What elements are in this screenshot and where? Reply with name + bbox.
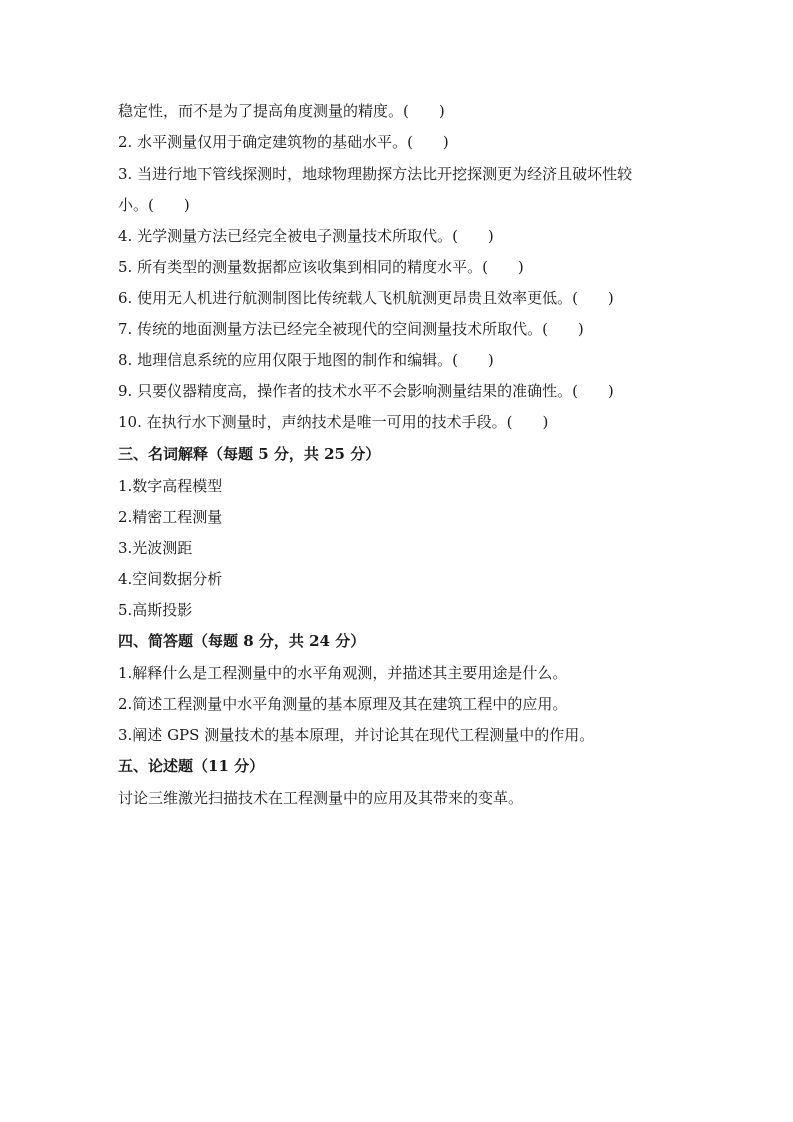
true-false-item: 2. 水平测量仅用于确定建筑物的基础水平。( )	[118, 133, 449, 151]
term-item: 5.高斯投影	[118, 601, 193, 619]
section-3-heading: 三、名词解释（每题 5 分，共 25 分）	[118, 445, 381, 463]
true-false-item: 4. 光学测量方法已经完全被电子测量技术所取代。( )	[118, 227, 494, 245]
true-false-item: 5. 所有类型的测量数据都应该收集到相同的精度水平。( )	[118, 258, 524, 276]
question-1-continuation: 稳定性，而不是为了提高角度测量的精度。( )	[118, 102, 445, 120]
true-false-item: 8. 地理信息系统的应用仅限于地图的制作和编辑。( )	[118, 351, 494, 369]
true-false-item: 3. 当进行地下管线探测时，地球物理勘探方法比开挖探测更为经济且破坏性较	[118, 165, 633, 183]
short-answer-item: 3.阐述 GPS 测量技术的基本原理，并讨论其在现代工程测量中的作用。	[118, 726, 595, 744]
section-4-heading: 四、简答题（每题 8 分，共 24 分）	[118, 632, 366, 650]
true-false-item: 6. 使用无人机进行航测制图比传统载人飞机航测更昂贵且效率更低。( )	[118, 289, 614, 307]
true-false-item-wrap: 小。( )	[118, 196, 190, 214]
section-5-heading: 五、论述题（11 分）	[118, 757, 265, 775]
term-item: 3.光波测距	[118, 539, 193, 557]
true-false-item: 10. 在执行水下测量时，声纳技术是唯一可用的技术手段。( )	[118, 413, 549, 431]
term-item: 2.精密工程测量	[118, 508, 223, 526]
term-item: 4.空间数据分析	[118, 570, 223, 588]
short-answer-item: 1.解释什么是工程测量中的水平角观测，并描述其主要用途是什么。	[118, 664, 568, 682]
essay-item: 讨论三维激光扫描技术在工程测量中的应用及其带来的变革。	[118, 789, 524, 807]
true-false-item: 9. 只要仪器精度高，操作者的技术水平不会影响测量结果的准确性。( )	[118, 382, 614, 400]
short-answer-item: 2.简述工程测量中水平角测量的基本原理及其在建筑工程中的应用。	[118, 695, 568, 713]
term-item: 1.数字高程模型	[118, 477, 223, 495]
true-false-item: 7. 传统的地面测量方法已经完全被现代的空间测量技术所取代。( )	[118, 320, 584, 338]
